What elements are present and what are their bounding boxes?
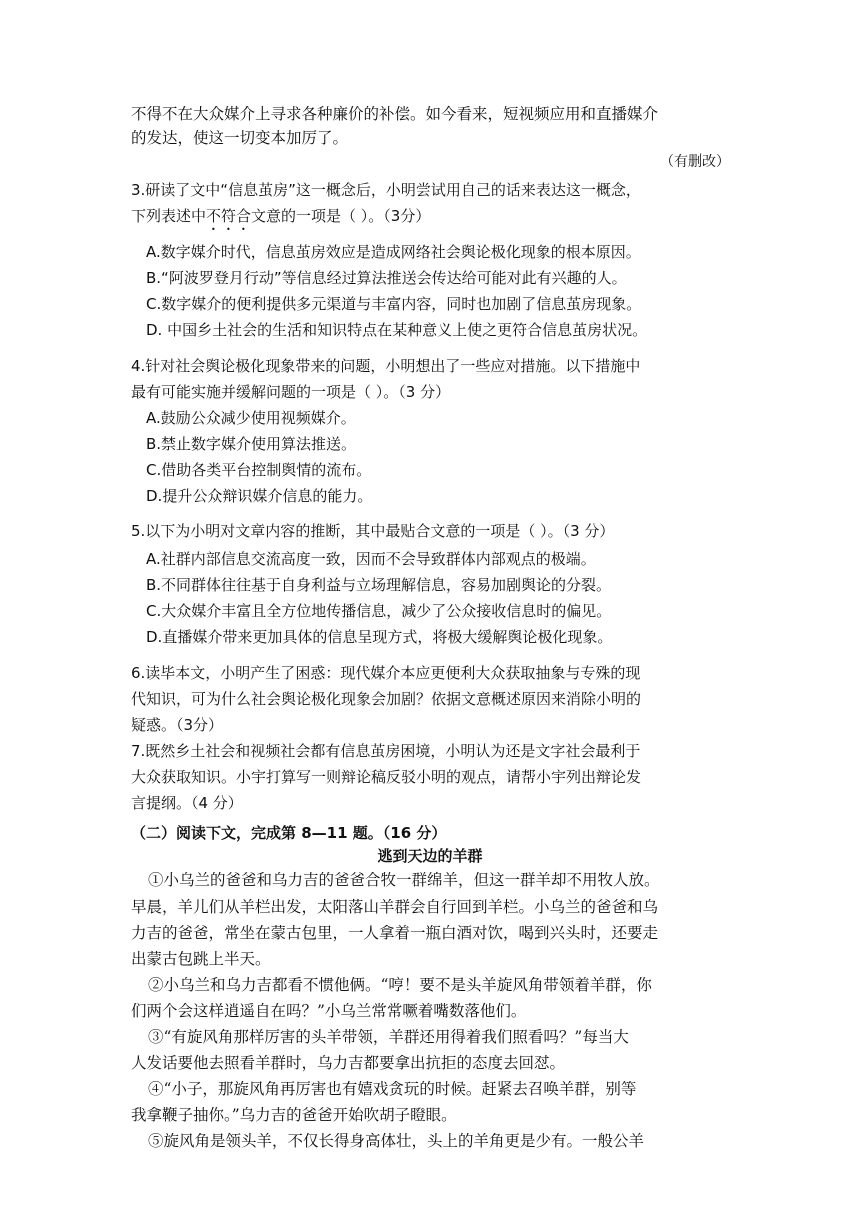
passage-title: 逃到天边的羊群 [377,847,483,865]
emphasis-text: 不符合 [206,207,252,225]
question-6-stem: 疑惑。（3分） [131,716,224,734]
paragraph-5-line: ⑤旋风角是领头羊，不仅长得身高体壮，头上的羊角更是少有。一般公羊 [148,1132,645,1150]
question-5-option-d: D.直播媒介带来更加具体的信息呈现方式，将极大缓解舆论极化现象。 [146,628,613,646]
stem-text: 下列表述中 [131,207,207,225]
question-6-stem: 代知识，可为什么社会舆论极化现象会加剧？依据文意概述原因来消除小明的 [131,690,642,708]
question-5-option-c: C.大众媒介丰富且全方位地传播信息，减少了公众接收信息时的偏见。 [146,602,612,620]
question-4-option-d: D.提升公众辩识媒介信息的能力。 [146,487,373,505]
paragraph-4-line: 我拿鞭子抽你。”乌力吉的爸爸开始吹胡子瞪眼。 [131,1106,457,1124]
intro-line: 不得不在大众媒介上寻求各种廉价的补偿。如今看来，短视频应用和直播媒介 [131,105,659,123]
question-4-option-a: A.鼓励公众减少使用视频媒介。 [146,409,356,427]
paragraph-1-line: 早晨，羊儿们从羊栏出发，太阳落山羊群会自行回到羊栏。小乌兰的爸爸和乌 [131,898,659,916]
question-6-stem: 6.读毕本文，小明产生了困惑：现代媒介本应更便利大众获取抽象与专殊的现 [131,664,641,682]
paragraph-1-line: ①小乌兰的爸爸和乌力吉的爸爸合牧一群绵羊，但这一群羊却不用牧人放。 [148,871,660,889]
question-5-option-b: B.不同群体往往基于自身利益与立场理解信息，容易加剧舆论的分裂。 [146,576,612,594]
intro-line: 的发达，使这一切变本加厉了。 [131,129,349,147]
question-4-stem: 4.针对社会舆论极化现象带来的问题，小明想出了一些应对措施。以下措施中 [131,357,641,375]
section-heading: （二）阅读下文，完成第 8—11 题。（16 分） [131,824,447,842]
question-3-option-d: D. 中国乡土社会的生活和知识特点在某种意义上使之更符合信息茧房状况。 [146,321,648,339]
question-3-option-b: B.“阿波罗登月行动”等信息经过算法推送会传达给可能对此有兴趣的人。 [146,269,627,287]
question-7-stem: 7.既然乡土社会和视频社会都有信息茧房困境，小明认为还是文字社会最利于 [131,742,641,760]
stem-text: 文意的一项是（ ）。（3分） [251,207,431,225]
question-4-stem: 最有可能实施并缓解问题的一项是（ ）。（3 分） [131,383,451,401]
question-5-stem: 5.以下为小明对文章内容的推断，其中最贴合文意的一项是（ ）。（3 分） [131,522,615,540]
question-3-option-a: A.数字媒介时代，信息茧房效应是造成网络社会舆论极化现象的根本原因。 [146,243,641,261]
question-7-stem: 言提纲。（4 分） [131,794,243,812]
question-3-stem [131,206,430,234]
source-note: （有删改） [660,154,730,170]
paragraph-3-line: 人发话要他去照看羊群时，乌力吉都要拿出抗拒的态度去回怼。 [131,1054,566,1072]
question-4-option-b: B.禁止数字媒介使用算法推送。 [146,435,357,453]
paragraph-2-line: 们两个会这样逍遥自在吗？”小乌兰常常噘着嘴数落他们。 [131,1002,527,1020]
paragraph-3-line: ③“有旋风角那样厉害的头羊带领，羊群还用得着我们照看吗？”每当大 [148,1028,629,1046]
paragraph-4-line: ④“小子，那旋风角再厉害也有嬉戏贪玩的时候。赶紧去召唤羊群，别等 [148,1080,637,1098]
question-3-option-c: C.数字媒介的便利提供多元渠道与丰富内容，同时也加剧了信息茧房现象。 [146,295,642,313]
paragraph-2-line: ②小乌兰和乌力吉都看不惯他俩。“哼！要不是头羊旋风角带领着羊群，你 [148,976,652,994]
paragraph-1-line: 出蒙古包跳上半天。 [131,950,271,968]
question-5-option-a: A.社群内部信息交流高度一致，因而不会导致群体内部观点的极端。 [146,550,596,568]
question-7-stem: 大众获取知识。小宇打算写一则辩论稿反驳小明的观点，请帮小宇列出辩论发 [131,768,642,786]
paragraph-1-line: 力吉的爸爸，常坐在蒙古包里，一人拿着一瓶白酒对饮，喝到兴头时，还要走 [131,924,659,942]
question-4-option-c: C.借助各类平台控制舆情的流布。 [146,461,372,479]
question-3-stem: 3.研读了文中“信息茧房”这一概念后，小明尝试用自己的话来表达这一概念， [131,181,641,199]
